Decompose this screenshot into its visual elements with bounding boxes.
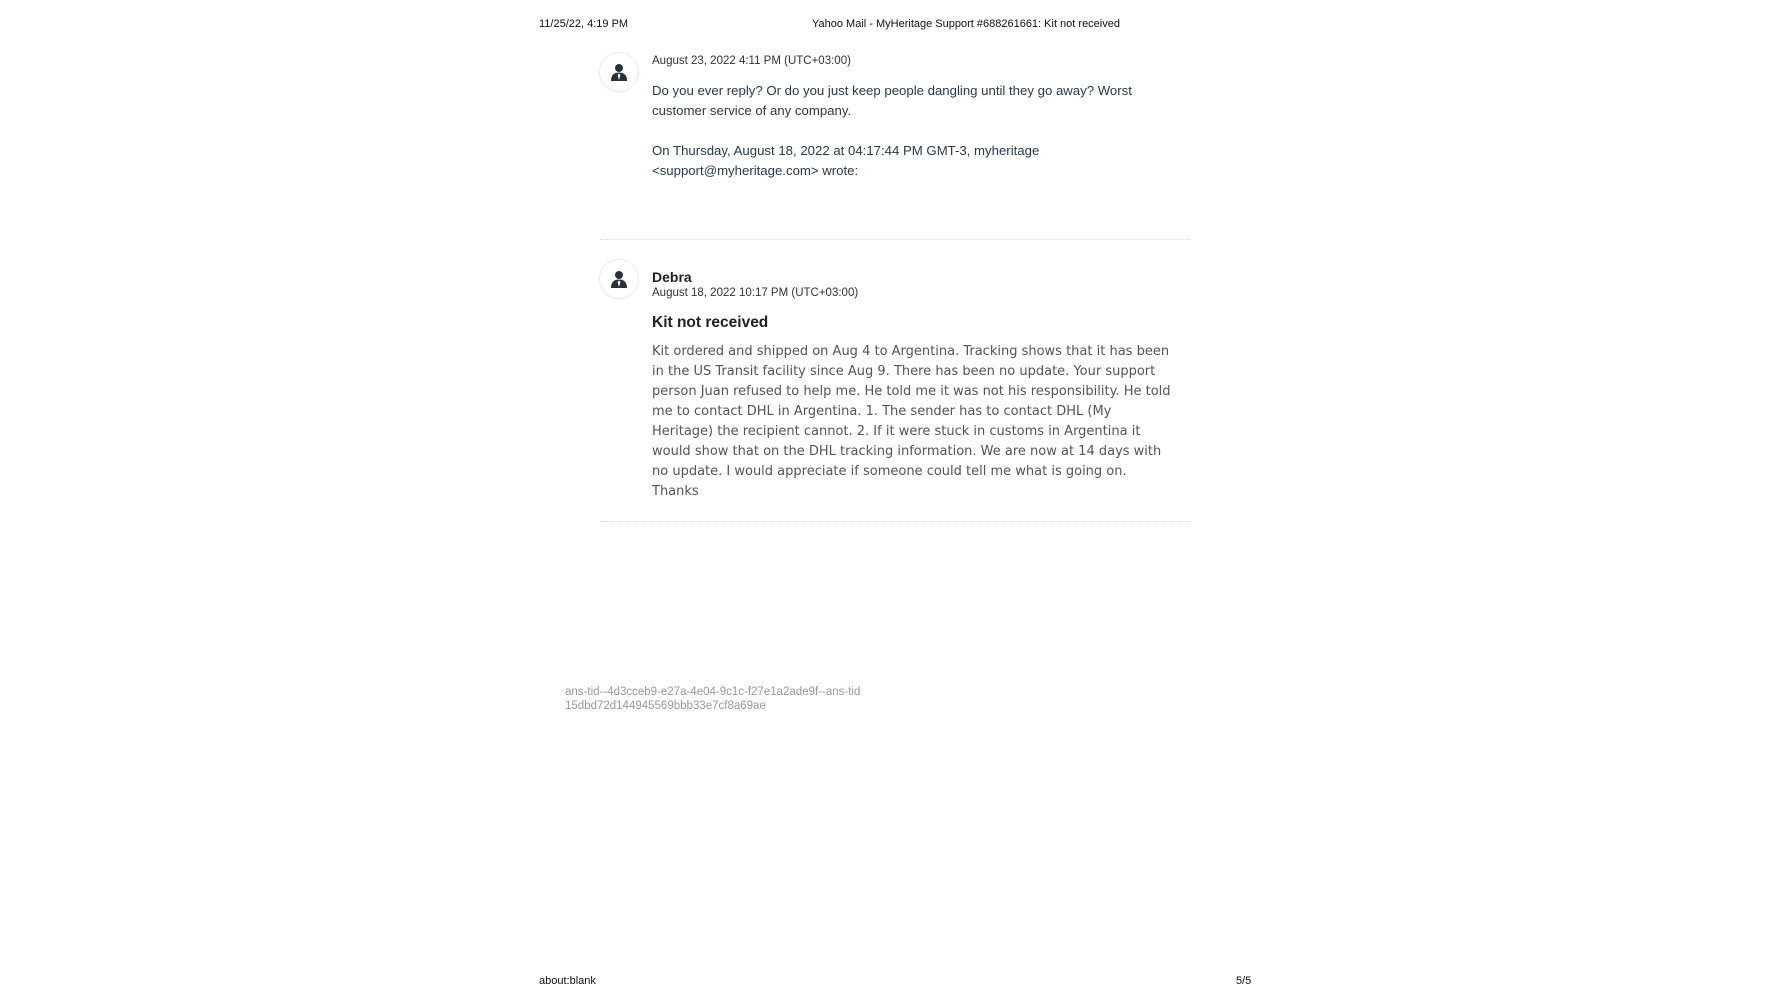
message-date: August 23, 2022 4:11 PM (UTC+03:00) bbox=[652, 55, 851, 67]
print-header-title: Yahoo Mail - MyHeritage Support #688261661: Kit not received bbox=[812, 18, 1120, 30]
message-subject: Kit not received bbox=[652, 314, 769, 331]
message-date: August 18, 2022 10:17 PM (UTC+03:00) bbox=[652, 287, 859, 299]
avatar bbox=[600, 53, 638, 91]
print-header-datetime: 11/25/22, 4:19 PM bbox=[539, 18, 629, 30]
message-divider bbox=[600, 239, 1190, 240]
avatar bbox=[600, 260, 638, 298]
message-body: Kit ordered and shipped on Aug 4 to Argentina. Tracking shows that it has been in the US Transit facility since Aug 9. There has been no update. Your support person Juan refused to help me. He told me it was not his responsibility. He told me to contact DHL in Argentina. 1. The sender has to contact DHL (My Heritage) the recipient cannot. 2. If it were stuck in customs in Argentina it would show that on the DHL tracking information. We are now at 14 days with no update. I would appreciate if someone could tell me what is going on. Thanks bbox=[652, 344, 1171, 499]
print-footer-page: 5/5 bbox=[1236, 975, 1252, 987]
sender-name: Debra bbox=[652, 269, 692, 285]
print-footer-url: about:blank bbox=[539, 975, 596, 987]
message-divider bbox=[600, 521, 1190, 522]
user-icon bbox=[611, 63, 627, 81]
user-icon bbox=[611, 270, 627, 288]
quote-attribution: On Thursday, August 18, 2022 at 04:17:44 PM GMT-3, myheritage <support@myheritage.com> wrote: bbox=[652, 143, 1040, 178]
message-body: Do you ever reply? Or do you just keep people dangling until they go away? Worst customer service of any company. bbox=[652, 83, 1132, 118]
tracking-id: ans-tid--4d3cceb9-e27a-4e04-9c1c-f27e1a2ade9f--ans-tid 15dbd72d144945569bbb33e7cf8a69ae bbox=[565, 686, 861, 712]
